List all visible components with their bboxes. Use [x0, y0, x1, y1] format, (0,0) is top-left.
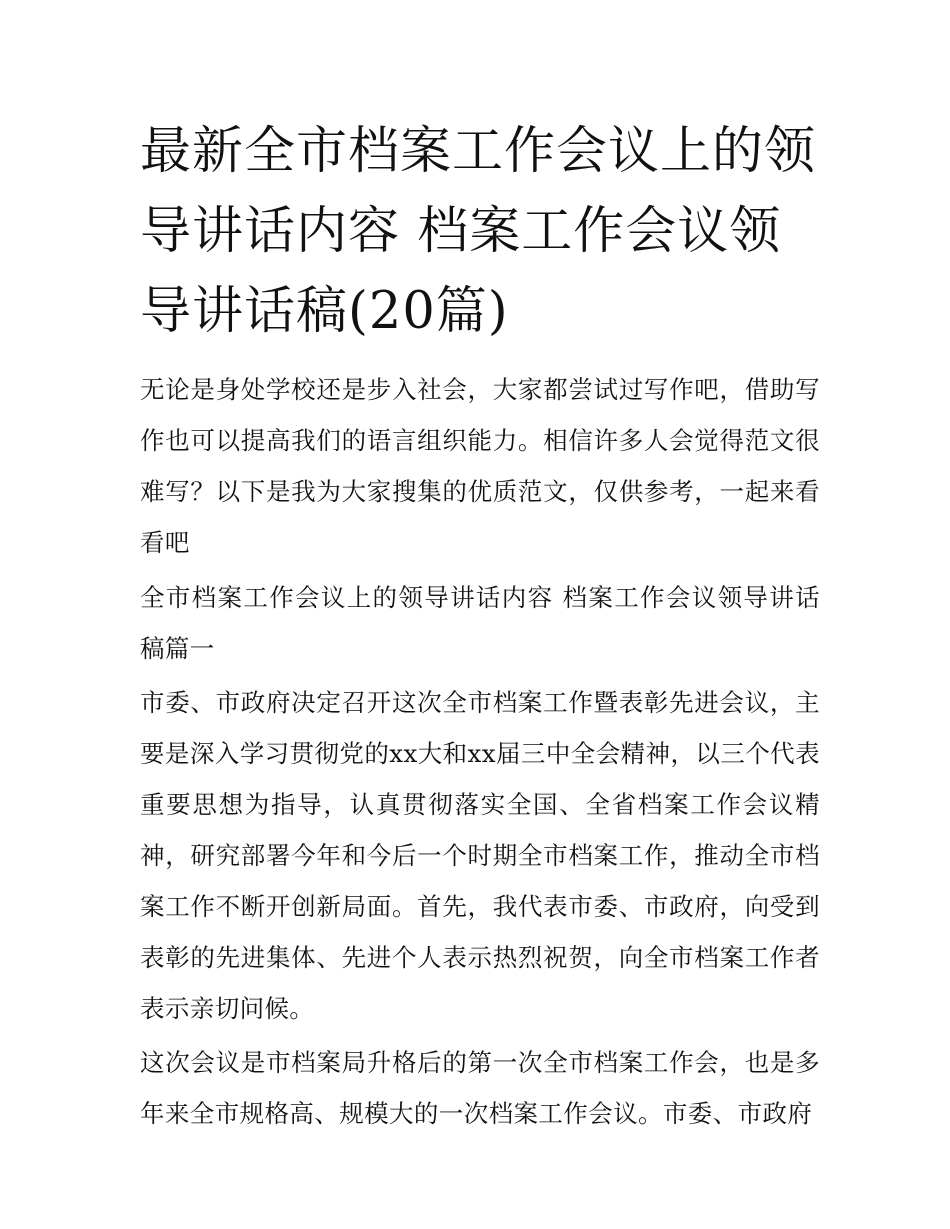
intro-paragraph: 无论是身处学校还是步入社会，大家都尝试过写作吧，借助写作也可以提高我们的语言组织能力。相信许多人会觉得范文很难写？以下是我为大家搜集的优质范文，仅供参考，一起来看看吧: [140, 375, 820, 557]
body-paragraph-2: 这次会议是市档案局升格后的第一次全市档案工作会，也是多年来全市规格高、规模大的一次档案工作会议。市委、市政府: [140, 1048, 820, 1128]
body-paragraph-1: 市委、市政府决定召开这次全市档案工作暨表彰先进会议，主要是深入学习贯彻党的xx大和xx届三中全会精神，以三个代表重要思想为指导，认真贯彻落实全国、全省档案工作会议精神，研究部署今年和今后一个时期全市档案工作，推动全市档案工作不断开创新局面。首先，我代表市委、市政府，向受到表彰的先进集体、先进个人表示热烈祝贺，向全市档案工作者表示亲切问候。: [140, 688, 820, 1023]
document-body: [140, 112, 820, 1139]
section-heading: 全市档案工作会议上的领导讲话内容 档案工作会议领导讲话稿篇一: [140, 583, 820, 663]
document-title: 最新全市档案工作会议上的领导讲话内容 档案工作会议领导讲话稿(20篇): [140, 122, 817, 341]
